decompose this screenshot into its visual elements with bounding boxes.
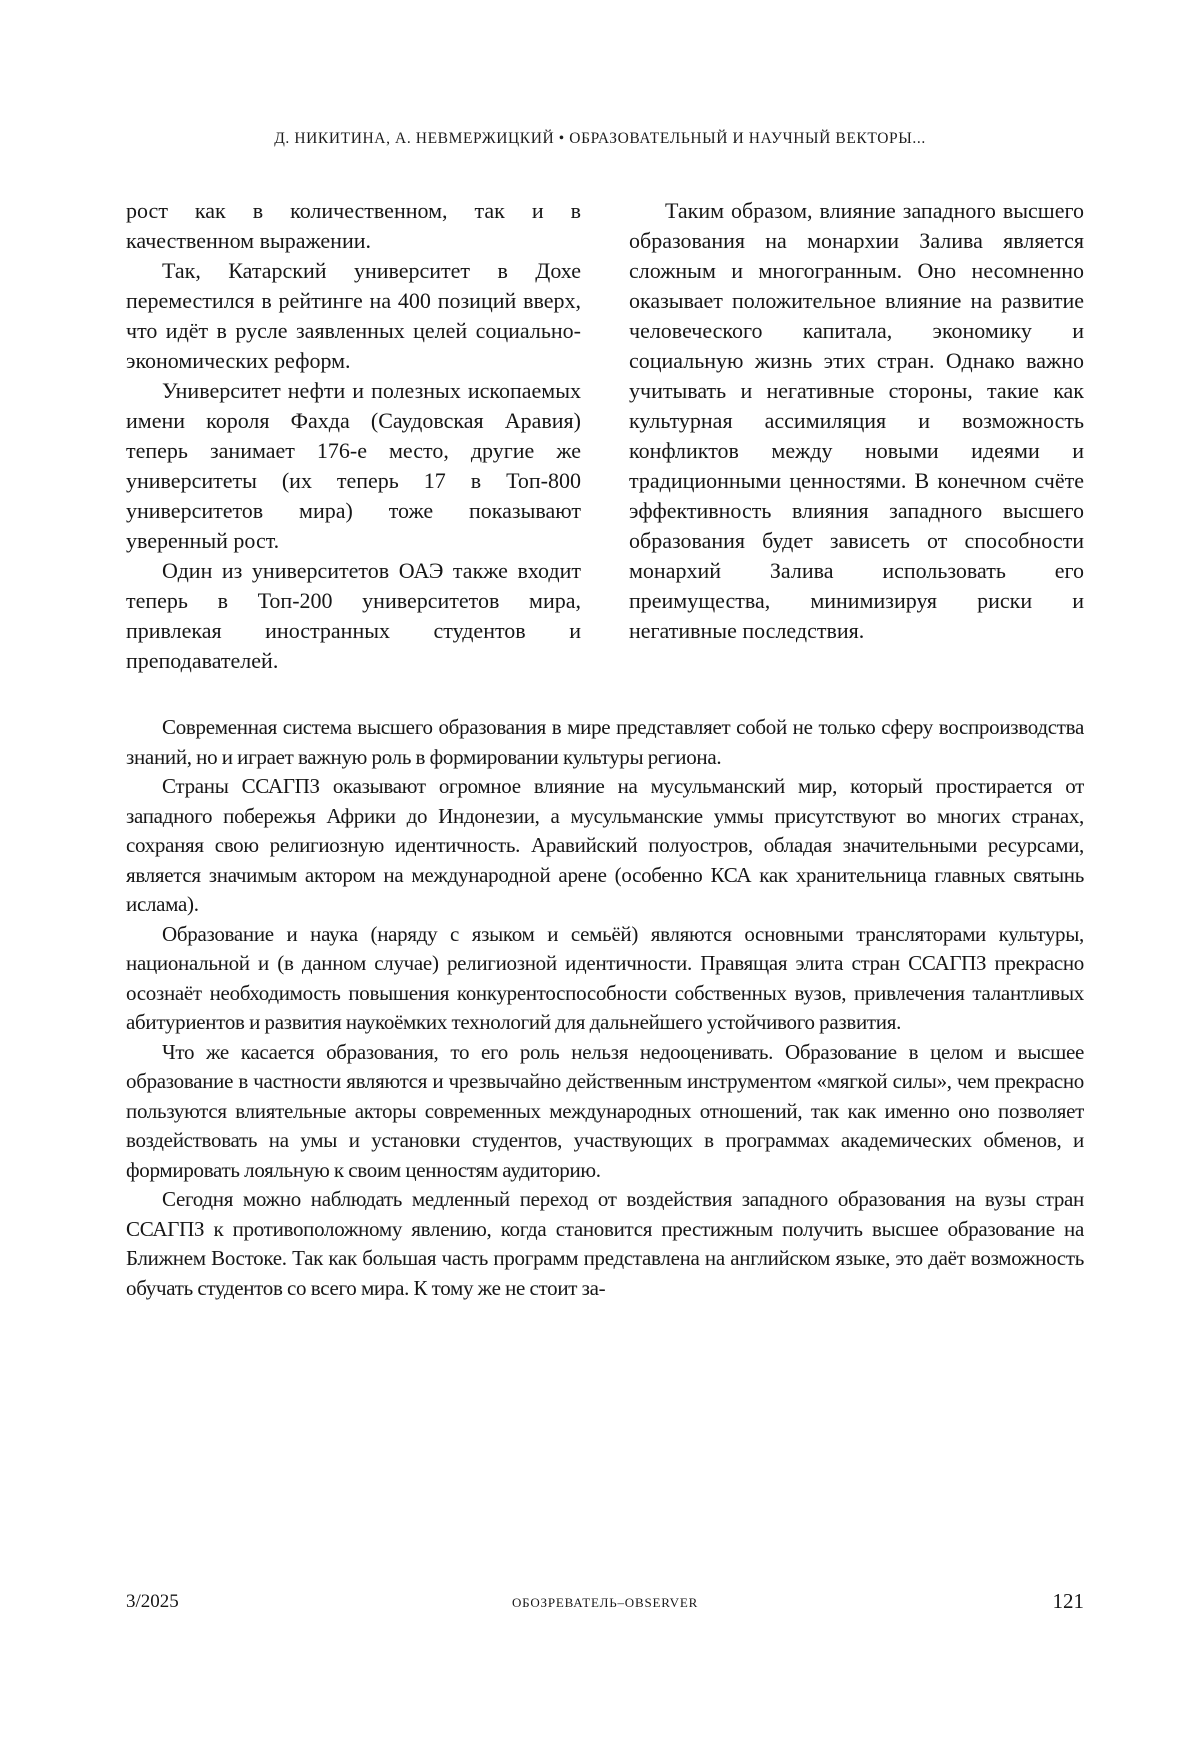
page-footer (126, 1589, 1084, 1619)
running-header-title: Д. НИКИТИНА, А. НЕВМЕРЖИЦКИЙ • ОБРАЗОВАТЕЛЬНЫЙ И НАУЧНЫЙ ВЕКТОРЫ... (274, 130, 926, 147)
paragraph-body-4: Что же касается образования, то его роль нельзя недооценивать. Образование в целом и высшее образование в частности являются и чрезвычайно действенным инструментом «мягкой силы», чем прекрасно пользуются влиятельные акторы современных международных отношений, так как именно оно позволяет воздействовать на умы и установки студентов, участвующих в программах академических обменов, и формировать лояльную к своим ценностям аудиторию. (126, 1039, 1084, 1182)
paragraph-left-1: рост как в количественном, так и в качественном выражении. (126, 198, 581, 253)
page-number: 121 (1052, 1589, 1084, 1613)
two-column-section (126, 196, 1084, 676)
paragraph-body-3: Образование и наука (наряду с языком и семьёй) являются основными трансляторами культуры, национальной и (в данном случае) религиозной идентичности. Правящая элита стран ССАГПЗ прекрасно осознаёт необходимость повышения конкурентоспособности собственных вузов, привлечения талантливых абитуриентов и развития наукоёмких технологий для дальнейшего устойчивого развития. (126, 921, 1084, 1034)
column-right (629, 196, 1084, 676)
paragraph-left-2: Так, Катарский университет в Дохе переместился в рейтинге на 400 позиций вверх, что идёт в русле заявленных целей социально-экономических реформ. (126, 258, 581, 373)
column-left (126, 196, 581, 676)
journal-name: ОБОЗРЕВАТЕЛЬ–OBSERVER (511, 1595, 699, 1610)
paragraph-right-1: Таким образом, влияние западного высшего образования на монархии Залива является сложным и многогранным. Оно несомненно оказывает положительное влияние на развитие человеческого капитала, экономику и социальную жизнь этих стран. Однако важно учитывать и негативные стороны, такие как культурная ассимиляция и возможность конфликтов между новыми идеями и традиционными ценностями. В конечном счёте эффективность влияния западного высшего образования будет зависеть от способности монархий Залива использовать его преимущества, минимизируя риски и негативные последствия. (629, 198, 1084, 643)
paragraph-left-3: Университет нефти и полезных ископаемых имени короля Фахда (Саудовская Аравия) теперь занимает 176-е место, другие же университеты (их теперь 17 в Топ-800 университетов мира) тоже показывают уверенный рост. (126, 378, 581, 553)
paragraph-body-2: Страны ССАГПЗ оказывают огромное влияние на мусульманский мир, который простирается от западного побережья Африки до Индонезии, а мусульманские уммы присутствуют во многих странах, сохраняя свою религиозную идентичность. Аравийский полуостров, обладая значительными ресурсами, является значимым актором на международной арене (особенно КСА как хранительница главных святынь ислама). (126, 774, 1084, 916)
paragraph-body-1: Современная система высшего образования в мире представляет собой не только сферу воспроизводства знаний, но и играет важную роль в формировании культуры региона. (126, 715, 1084, 769)
issue-number: 3/2025 (126, 1591, 179, 1612)
paragraph-body-5: Сегодня можно наблюдать медленный переход от воздействия западного образования на вузы стран ССАГПЗ к противоположному явлению, когда становится престижным получить высшее образование на Ближнем Востоке. Так как большая часть программ представлена на английском языке, это даёт возможность обучать студентов со всего мира. К тому же не стоит за- (126, 1187, 1084, 1300)
full-width-section (126, 713, 1084, 1303)
paragraph-left-4: Один из университетов ОАЭ также входит теперь в Топ-200 университетов мира, привлекая иностранных студентов и преподавателей. (126, 558, 581, 673)
page-content (126, 196, 1084, 1303)
